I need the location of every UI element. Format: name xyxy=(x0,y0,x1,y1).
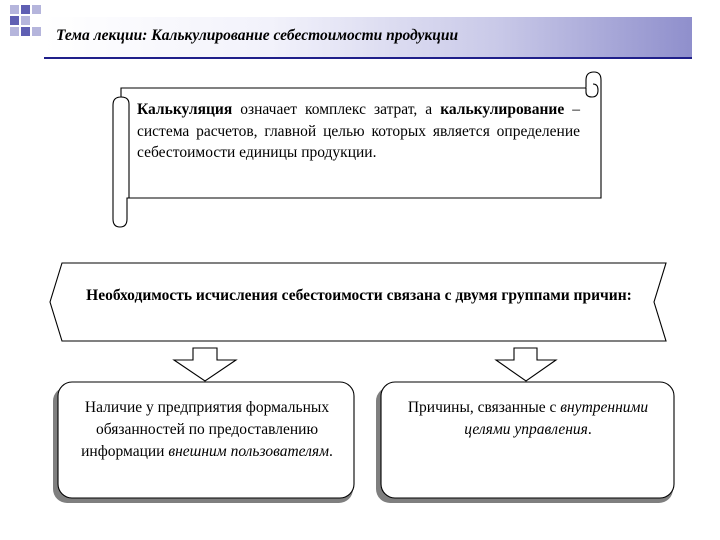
term-costing: калькулирование xyxy=(440,101,565,118)
definition-text-part1: означает комплекс затрат, а xyxy=(232,101,441,118)
term-calculation: Калькуляция xyxy=(137,101,233,118)
right-card-plain: Причины, связанные с xyxy=(407,399,561,416)
left-card-italic: внешним пользователям xyxy=(168,443,329,460)
right-down-arrow xyxy=(496,348,556,381)
left-card-end: . xyxy=(329,443,333,460)
left-card-plain: Наличие у предприятия формальных обязанностей по предоставлению информации xyxy=(81,399,330,460)
banner-text: Необходимость исчисления себестоимости связана с двумя группами причин: xyxy=(86,287,632,304)
definition-text xyxy=(137,99,580,164)
left-card-text xyxy=(62,397,352,463)
definition-text-part2: – система расчетов, главной целью которых является определение себестоимости единицы продукции. xyxy=(137,101,580,161)
page-title: Тема лекции: Калькулирование себестоимости продукции xyxy=(56,27,459,44)
right-card-end: . xyxy=(587,421,592,438)
left-down-arrow xyxy=(174,348,236,381)
right-card-text xyxy=(386,397,670,441)
right-card-italic: внутренними целями управления xyxy=(464,399,649,438)
